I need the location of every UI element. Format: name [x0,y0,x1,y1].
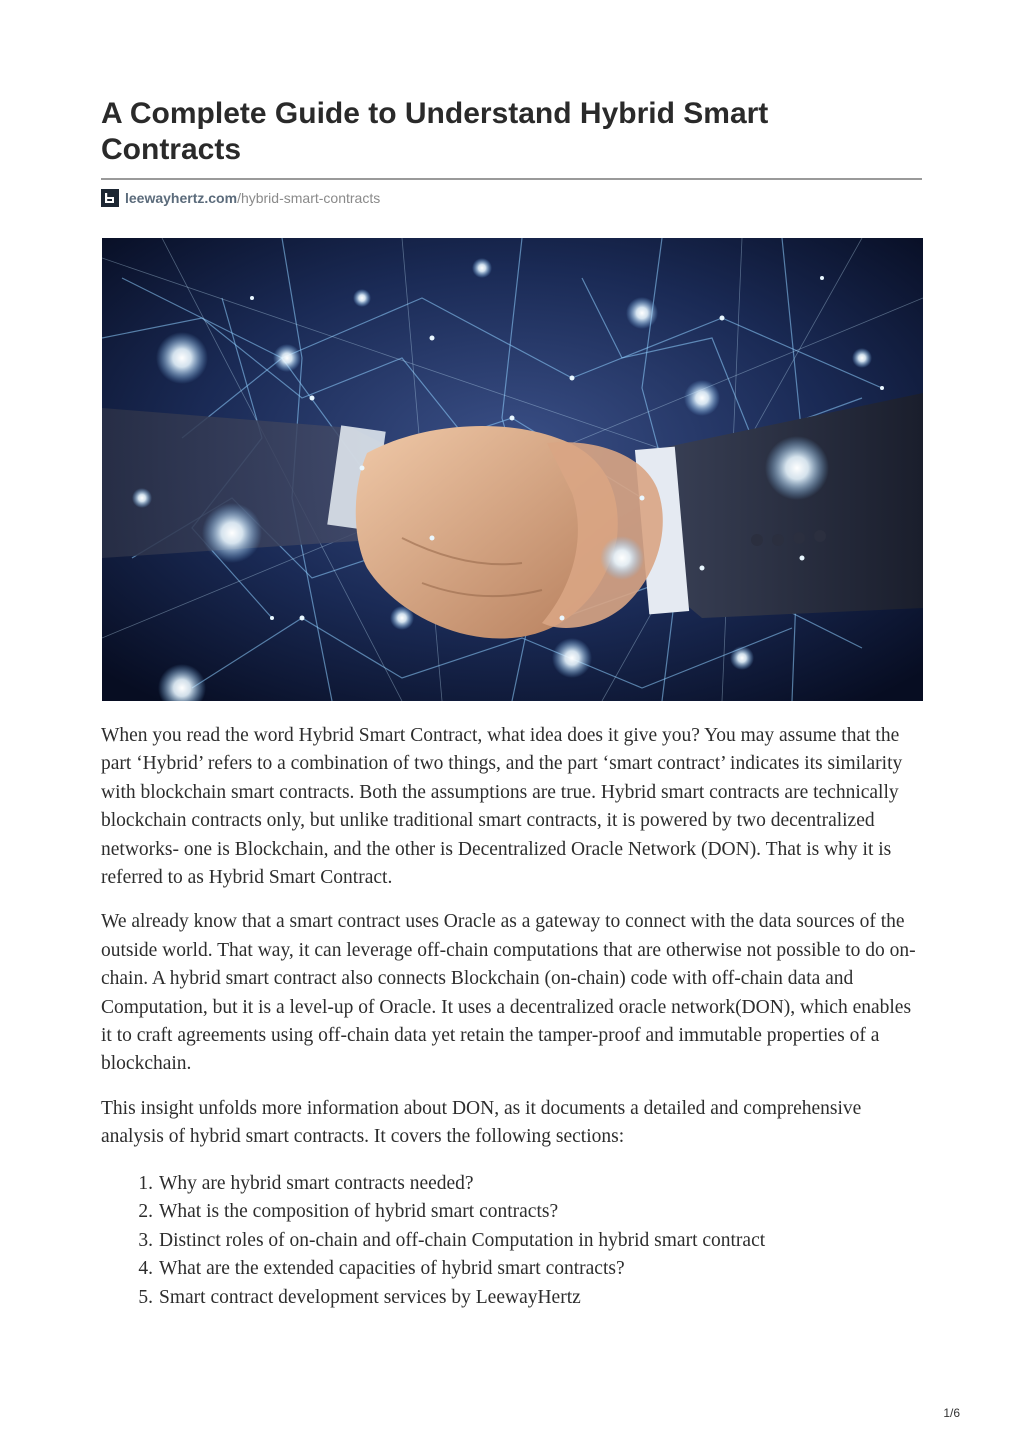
list-item-number: 3. [138,1229,153,1251]
list-item-number: 4. [138,1258,153,1280]
page-number: 1/6 [943,1406,960,1420]
list-item-number: 1. [138,1172,153,1194]
list-item-text: Why are hybrid smart contracts needed? [159,1172,474,1194]
sections-list [101,1170,923,1313]
sections-intro-paragraph: This insight unfolds more information about DON, as it documents a detailed and comprehensive analysis of hybrid smart contracts. It covers the following sections: [101,1097,862,1148]
site-logo-icon [101,189,119,207]
list-item-text: Distinct roles of on-chain and off-chain Computation in hybrid smart contract [159,1229,766,1251]
source-domain[interactable]: leewayhertz.com [125,190,238,206]
handshake-network-image [102,238,923,701]
list-item-text: What are the extended capacities of hybrid smart contracts? [159,1258,625,1280]
list-item-text: Smart contract development services by LeewayHertz [159,1286,581,1308]
list-item [101,1170,923,1199]
list-item [101,1227,923,1256]
source-path[interactable]: /hybrid-smart-contracts [237,190,381,206]
list-item [101,1198,923,1227]
article-body [101,722,923,1312]
list-item [101,1255,923,1284]
intro-paragraph: When you read the word Hybrid Smart Contract, what idea does it give you? You may assume that the part ‘Hybrid’ refers to a combination of two things, and the part ‘smart contract’ indicates its similarity with blockchain smart contracts. Both the assumptions are true. Hybrid smart contracts are technically blockchain contracts only, but unlike traditional smart contracts, it is powered by two decentralized networks- one is Blockchain, and the other is Decentralized Oracle Network (DON). That is why it is referred to as Hybrid Smart Contract. [101,725,903,889]
source-link[interactable] [101,188,380,208]
list-item-text: What is the composition of hybrid smart contracts? [159,1201,559,1223]
oracle-paragraph: We already know that a smart contract uses Oracle as a gateway to connect with the data sources of the outside world. That way, it can leverage off-chain computations that are otherwise not possible to do on-chain. A hybrid smart contract also connects Blockchain (on-chain) code with off-chain data and Computation, but it is a level-up of Oracle. It uses a decentralized oracle network(DON), which enables it to craft agreements using off-chain data yet retain the tamper-proof and immutable properties of a blockchain. [101,911,916,1075]
page-title: A Complete Guide to Understand Hybrid Smart Contracts [101,97,769,166]
list-item-number: 2. [138,1201,153,1223]
list-item [101,1284,923,1313]
list-item-number: 5. [138,1286,153,1308]
title-divider [101,178,922,180]
